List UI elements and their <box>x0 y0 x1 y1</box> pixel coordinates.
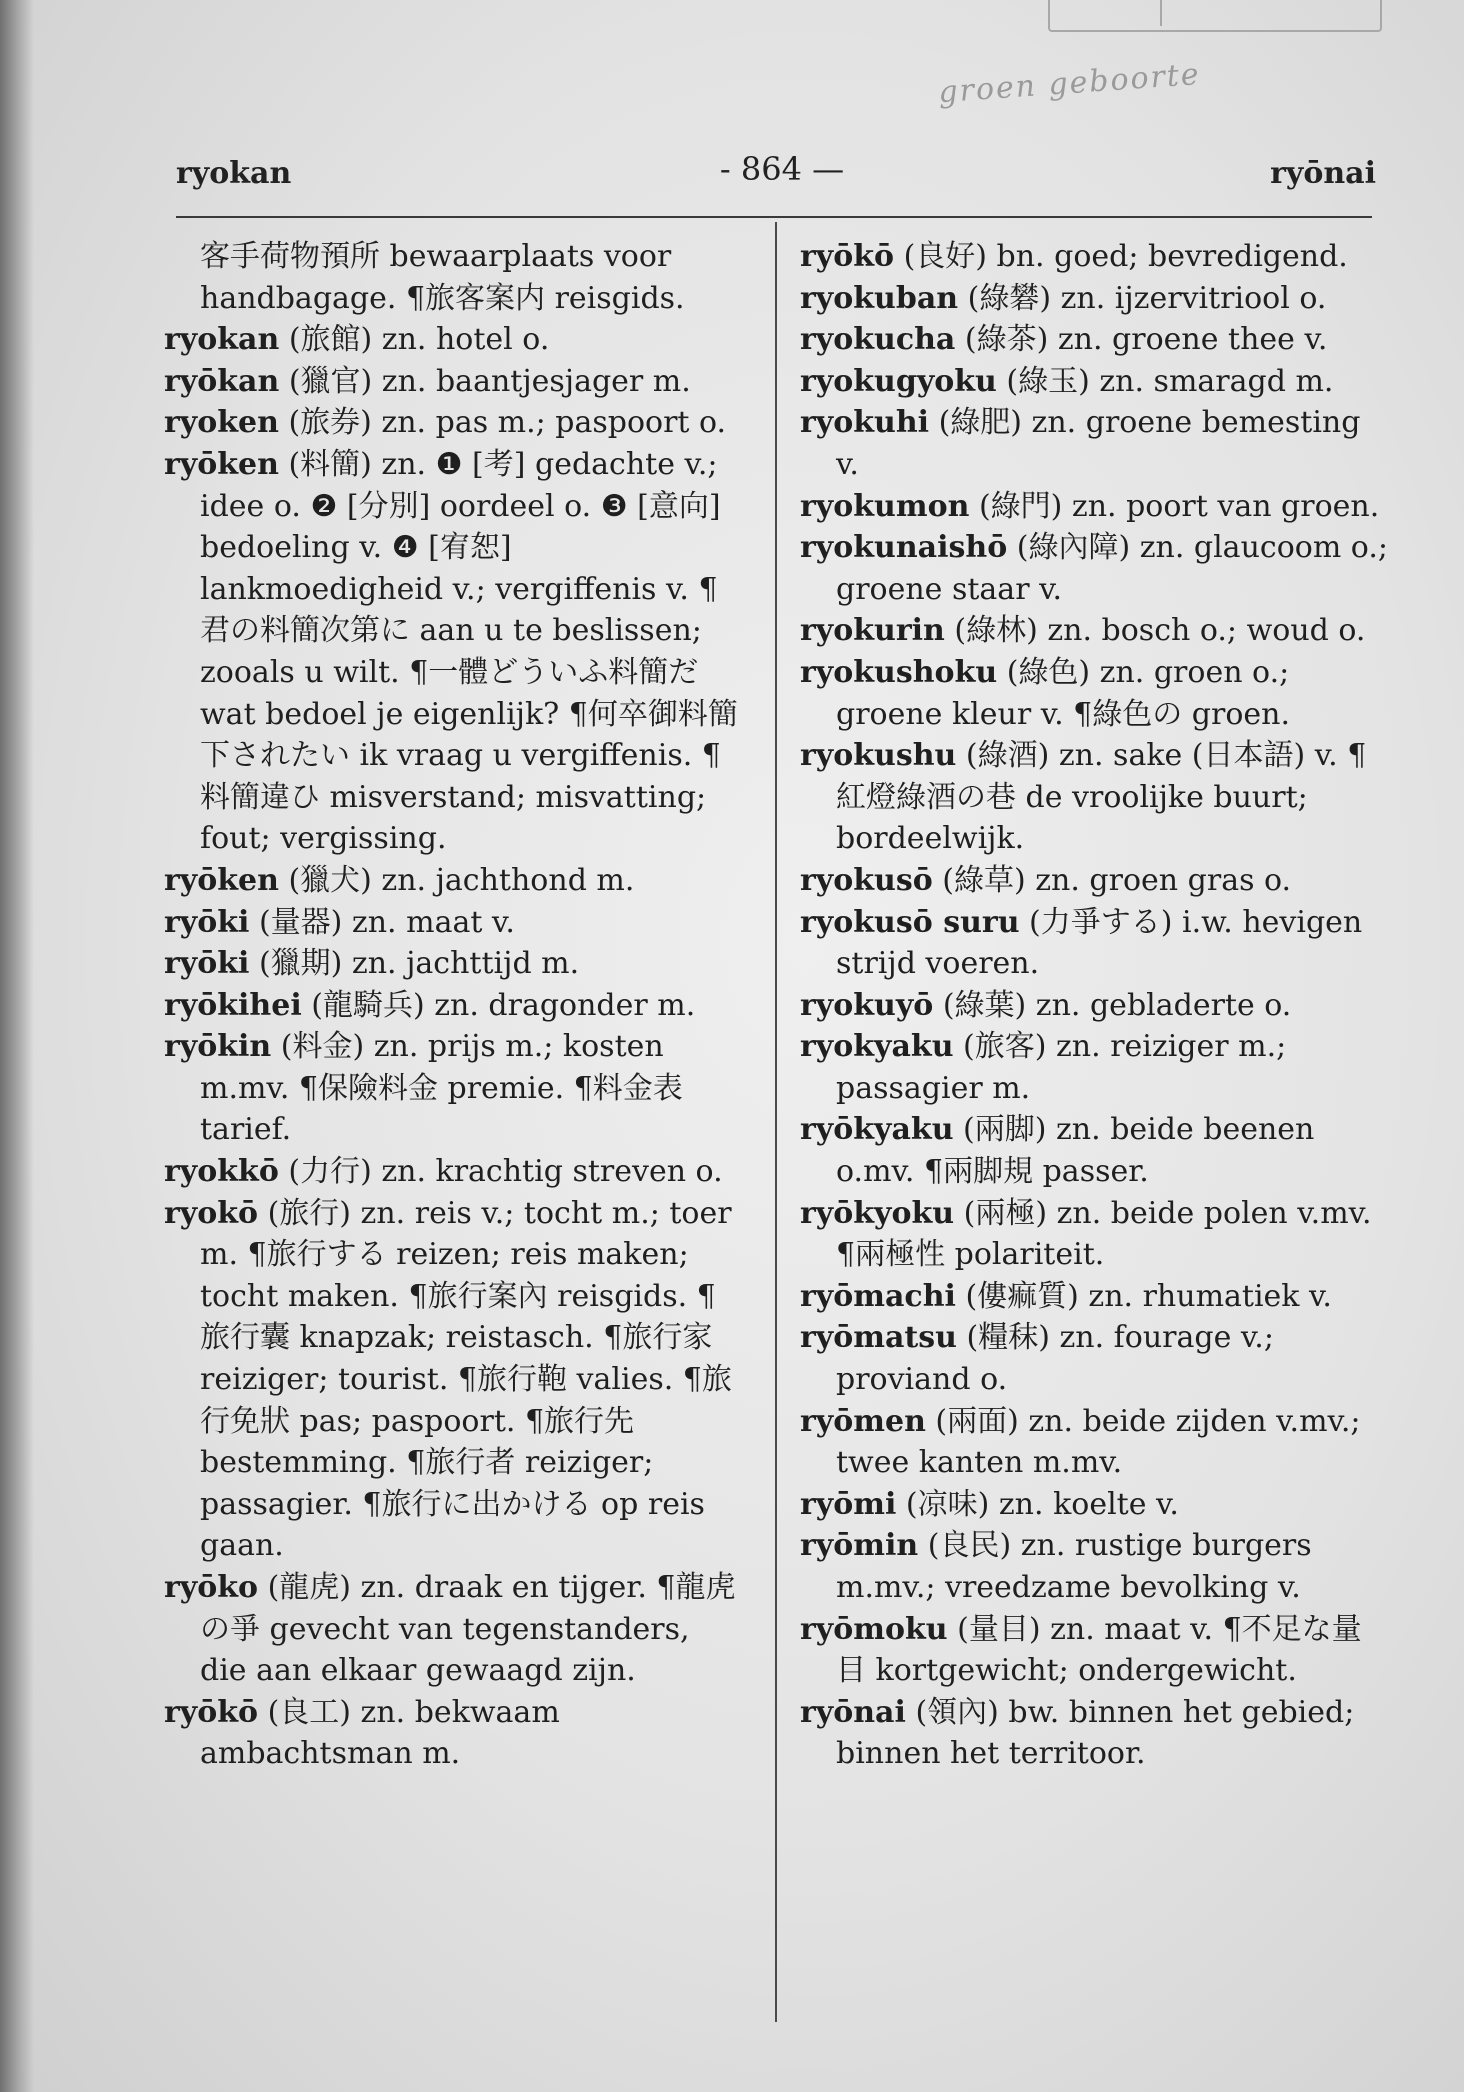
entry-headword: ryōken <box>164 862 279 898</box>
entry-headword: ryokucha <box>800 322 956 358</box>
entry-kanji: (量目) <box>947 1611 1051 1647</box>
entry-kanji: (兩面) <box>925 1403 1029 1439</box>
left-column <box>164 236 744 1775</box>
entry-headword: ryokusō <box>800 862 933 898</box>
entry-definition: bn. goed; bevredigend. <box>996 239 1348 274</box>
entry-headword: ryōmoku <box>800 1611 948 1647</box>
entry-definition: zn. gebladerte o. <box>1035 987 1292 1023</box>
right-column <box>800 236 1388 1775</box>
entry-kanji: (獵官) <box>279 363 382 399</box>
entry-kanji: (綠酒) <box>956 738 1059 774</box>
entry-kanji: (量器) <box>249 904 352 940</box>
entry-definition: zn. dragonder m. <box>434 987 696 1023</box>
dictionary-entry <box>800 278 1388 320</box>
entry-headword: ryōmachi <box>800 1278 956 1314</box>
dictionary-entry <box>800 1193 1388 1276</box>
entry-kanji: (旅客) <box>953 1029 1056 1065</box>
entry-definition: bewaarplaats voor handbagage. ¶旅客案内 reisgids. <box>200 239 685 316</box>
entry-definition: zn. pas m.; paspoort o. <box>381 405 727 441</box>
entry-definition: zn. reiziger m.; passagier m. <box>836 1029 1287 1106</box>
right-guide-word: ryōnai <box>1270 156 1376 191</box>
dictionary-entry <box>800 902 1388 985</box>
entry-headword: ryōki <box>164 904 250 940</box>
entry-headword: ryokunaishō <box>800 530 1008 566</box>
entry-definition: zn. groen gras o. <box>1035 862 1292 898</box>
entry-kanji: (料金) <box>271 1029 374 1065</box>
entry-definition: zn. groene bemesting v. <box>836 405 1361 482</box>
dictionary-entry <box>800 1026 1388 1109</box>
entry-headword: ryōki <box>164 946 250 982</box>
entry-definition: zn. reis v.; tocht m.; toer m. ¶旅行する reizen; reis maken; tocht maken. ¶旅行案內 reisgids. ¶旅行囊 knapzak; reistasch. ¶旅行家 reiziger; tourist. ¶旅行鞄 valies. ¶旅行免狀 pas; paspoort. ¶旅行先 bestemming. ¶旅行者 reiziger; passagier. ¶旅行に出かける op reis gaan. <box>200 1195 732 1564</box>
entry-headword: ryokyaku <box>800 1029 954 1065</box>
dictionary-entry <box>164 444 744 860</box>
dictionary-entry <box>164 985 744 1027</box>
entry-definition: zn. sake (日本語) v. ¶紅燈綠酒の巷 de vroolijke buurt; bordeelwijk. <box>836 738 1367 857</box>
dictionary-entry <box>164 1567 744 1692</box>
dictionary-entry <box>164 319 744 361</box>
entry-kanji: 客手荷物預所 <box>200 239 380 274</box>
dictionary-entry <box>164 860 744 902</box>
entry-kanji: (力爭する) <box>1019 904 1182 940</box>
entry-definition: zn. beide beenen o.mv. ¶兩脚規 passer. <box>836 1112 1315 1190</box>
entry-definition: zn. maat v. ¶不足な量目 kortgewicht; ondergewicht. <box>836 1611 1362 1689</box>
entry-kanji: (獵期) <box>249 946 352 982</box>
pencil-mark <box>1048 0 1382 32</box>
entry-kanji: (旅券) <box>278 405 382 441</box>
entry-headword: ryōkin <box>164 1029 272 1065</box>
entry-definition: i.w. hevigen strijd voeren. <box>836 904 1363 982</box>
entry-kanji: (綠內障) <box>1007 530 1140 566</box>
entry-headword: ryōkō <box>800 239 895 274</box>
dictionary-entry <box>164 902 744 944</box>
dictionary-entry <box>164 361 744 403</box>
entry-headword: ryokuhi <box>800 405 930 441</box>
entry-kanji: (綠草) <box>932 862 1036 898</box>
dictionary-entry <box>800 860 1388 902</box>
entry-headword: ryokō <box>164 1195 259 1231</box>
entry-headword: ryōmi <box>800 1486 897 1522</box>
dictionary-entry <box>800 236 1388 278</box>
entry-headword: ryokusō suru <box>800 904 1020 940</box>
entry-headword: ryōmin <box>800 1528 919 1564</box>
dictionary-entry <box>800 361 1388 403</box>
entry-definition: zn. groene thee v. <box>1057 322 1328 358</box>
entry-kanji: (領內) <box>905 1694 1009 1730</box>
entry-kanji: (料簡) <box>278 446 382 482</box>
entry-kanji: (龍騎兵) <box>301 987 435 1023</box>
entry-kanji: (綠林) <box>944 613 1048 649</box>
left-guide-word: ryokan <box>176 156 292 191</box>
entry-definition: zn. jachthond m. <box>381 862 635 898</box>
dictionary-entry <box>800 1109 1388 1192</box>
entry-headword: ryōkihei <box>164 987 302 1023</box>
entry-headword: ryokan <box>164 322 280 358</box>
dictionary-entry <box>164 943 744 985</box>
entry-definition: zn. fourage v.; proviand o. <box>836 1320 1274 1398</box>
page-number: - 864 — <box>719 150 845 188</box>
entry-kanji: (綠肥) <box>929 405 1032 441</box>
entry-definition: zn. ijzervitriool o. <box>1060 280 1327 316</box>
dictionary-entry <box>800 735 1388 860</box>
entry-headword: ryōkyoku <box>800 1195 955 1231</box>
entry-definition: bw. binnen het gebied; binnen het territoor. <box>836 1694 1355 1772</box>
dictionary-entry <box>800 402 1388 485</box>
dictionary-entry <box>800 1609 1388 1692</box>
page-edge-shadow <box>0 0 34 2092</box>
dictionary-entry <box>164 1151 744 1193</box>
dictionary-entry <box>800 1692 1388 1775</box>
dictionary-entry <box>800 1401 1388 1484</box>
dictionary-entry <box>800 1317 1388 1400</box>
entry-definition: zn. krachtig streven o. <box>381 1154 723 1190</box>
dictionary-entry <box>800 985 1388 1027</box>
dictionary-entry <box>800 652 1388 735</box>
entry-headword: ryōnai <box>800 1694 906 1730</box>
entry-headword: ryōkan <box>164 363 280 399</box>
entry-definition: zn. koelte v. <box>998 1486 1179 1522</box>
entry-definition: zn. draak en tijger. ¶龍虎の爭 gevecht van tegenstanders, die aan elkaar gewaagd zijn. <box>200 1570 736 1689</box>
entry-kanji: (綠玉) <box>996 363 1100 399</box>
entry-headword: ryokumon <box>800 488 970 524</box>
dictionary-entry <box>164 1692 744 1775</box>
entry-kanji: (凉味) <box>896 1486 999 1522</box>
entry-headword: ryokuban <box>800 280 959 316</box>
entry-headword: ryōken <box>164 446 279 482</box>
dictionary-entry <box>800 319 1388 361</box>
entry-headword: ryoken <box>164 405 279 441</box>
entry-headword: ryokuyō <box>800 987 934 1023</box>
entry-kanji: (綠茶) <box>955 322 1058 358</box>
header-rule <box>176 216 1372 218</box>
entry-kanji: (糧秣) <box>957 1320 1060 1356</box>
entry-definition: zn. groen o.; groene kleur v. ¶綠色の groen. <box>836 654 1290 732</box>
entry-kanji: (旅館) <box>279 322 382 358</box>
entry-definition: zn. prijs m.; kosten m.mv. ¶保險料金 premie. ¶料金表 tarief. <box>200 1029 683 1148</box>
column-divider <box>775 222 777 2022</box>
entry-definition: zn. beide zijden v.mv.; twee kanten m.mv. <box>836 1403 1361 1481</box>
entry-definition: zn. poort van groen. <box>1071 488 1380 524</box>
handwritten-pencil-note: groen geboorte <box>937 56 1202 111</box>
entry-definition: zn. ❶ [考] gedachte v.; idee o. ❷ [分別] oordeel o. ❸ [意向] bedoeling v. ❹ [宥恕] lankmoedigheid v.; vergiffenis v. ¶君の料簡次第に aan u te beslissen; zooals u wilt. ¶一體どういふ料簡だ wat bedoel je eigenlijk? ¶何卒御料簡下されたい ik vraag u vergiffenis. ¶料簡違ひ misverstand; misvatting; fout; vergissing. <box>200 446 738 857</box>
entry-kanji: (綠葉) <box>933 987 1036 1023</box>
entry-definition: zn. glaucoom o.; groene staar v. <box>836 530 1388 607</box>
entry-headword: ryōmatsu <box>800 1320 957 1356</box>
entry-kanji: (獵犬) <box>278 862 382 898</box>
entry-definition: zn. maat v. <box>351 904 515 940</box>
dictionary-entry <box>164 1193 744 1567</box>
entry-headword: ryōmen <box>800 1403 926 1439</box>
entry-definition: zn. baantjesjager m. <box>381 363 691 399</box>
entry-headword: ryōko <box>164 1570 259 1605</box>
entry-kanji: (綠門) <box>969 488 1072 524</box>
entry-kanji: (兩脚) <box>953 1112 1056 1148</box>
entry-headword: ryokkō <box>164 1154 279 1190</box>
pencil-mark-divider <box>1160 0 1168 26</box>
entry-definition: zn. rustige burgers m.mv.; vreedzame bevolking v. <box>836 1528 1312 1605</box>
dictionary-entry <box>800 1525 1388 1608</box>
entry-kanji: (僂痲質) <box>955 1278 1089 1314</box>
dictionary-entry <box>800 610 1388 652</box>
dictionary-entry <box>800 527 1388 610</box>
entry-kanji: (旅行) <box>258 1195 361 1231</box>
page-header <box>176 150 1376 200</box>
entry-definition: zn. beide polen v.mv. ¶兩極性 polariteit. <box>836 1195 1372 1273</box>
dictionary-entry <box>800 486 1388 528</box>
entry-headword: ryokushu <box>800 738 957 774</box>
entry-headword: ryokushoku <box>800 654 998 690</box>
entry-kanji: (良好) <box>894 239 997 274</box>
entry-headword: ryōkō <box>164 1694 259 1730</box>
entry-headword: ryokurin <box>800 613 945 649</box>
entry-kanji: (良民) <box>918 1528 1021 1564</box>
dictionary-entry <box>800 1276 1388 1318</box>
entry-kanji: (龍虎) <box>258 1570 361 1605</box>
entry-headword: ryōkyaku <box>800 1112 954 1148</box>
entry-kanji: (力行) <box>278 1154 382 1190</box>
dictionary-entry <box>164 402 744 444</box>
entry-kanji: (兩極) <box>954 1195 1057 1231</box>
entry-definition: zn. hotel o. <box>381 322 550 358</box>
dictionary-entry <box>800 1484 1388 1526</box>
dictionary-entry <box>164 1026 744 1151</box>
entry-headword: ryokugyoku <box>800 363 997 399</box>
entry-kanji: (綠礬) <box>958 280 1061 316</box>
entry-definition: zn. rhumatiek v. <box>1088 1278 1332 1314</box>
dictionary-entry <box>164 236 744 319</box>
entry-definition: zn. bosch o.; woud o. <box>1047 613 1366 649</box>
entry-definition: zn. bekwaam ambachtsman m. <box>200 1694 560 1772</box>
entry-kanji: (良工) <box>258 1694 361 1730</box>
entry-kanji: (綠色) <box>997 654 1100 690</box>
entry-definition: zn. smaragd m. <box>1099 363 1334 399</box>
entry-definition: zn. jachttijd m. <box>351 946 580 982</box>
